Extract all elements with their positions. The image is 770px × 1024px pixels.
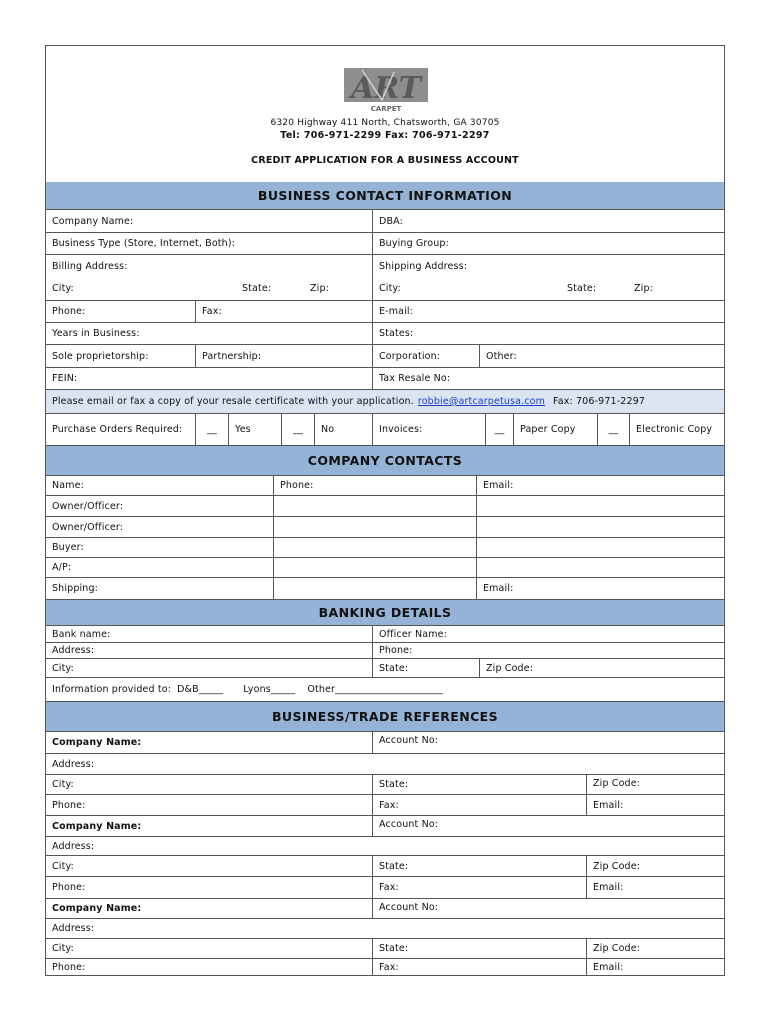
buyer-phone[interactable] [273,538,476,557]
row-years-states [46,323,724,345]
fax-field[interactable]: Fax: [195,301,372,322]
owner-officer-1-field[interactable]: Owner/Officer: [52,500,124,512]
row-owner-1 [46,496,724,517]
ref1-row-company [46,732,724,754]
ref3-state-field[interactable]: State: [372,939,586,958]
ref2-account-no-field[interactable]: Account No: [372,816,724,836]
svg-text:ART: ART [350,71,422,106]
po-no-label: No [314,414,372,445]
states-field[interactable]: States: [372,323,724,344]
company-phone-fax: Tel: 706-971-2299 Fax: 706-971-2297 [280,130,490,141]
ref1-account-no-field[interactable]: Account No: [372,732,724,753]
ref1-state-field[interactable]: State: [372,775,586,794]
corporation-field[interactable]: Corporation: [372,345,479,367]
ref3-zip-field[interactable]: Zip Code: [586,939,724,958]
info-provided [46,678,724,701]
ref1-row-phone [46,795,724,816]
row-bank-name [46,626,724,642]
row-contact-header [46,476,724,496]
ref3-phone-field[interactable]: Phone: [52,961,86,973]
po-required-label: Purchase Orders Required: [52,424,183,435]
row-entity-type [46,345,724,368]
bank-address-field[interactable]: Address: [52,645,95,656]
shipping-state-field[interactable]: State: [567,283,597,294]
owner-officer-2-phone[interactable] [273,517,476,537]
row-bank-address [46,642,724,658]
row-phone-fax-email [46,301,724,323]
row-resale-note [46,390,724,414]
email-field[interactable]: E-mail: [372,301,724,322]
ref2-company-name-field[interactable]: Company Name: [52,820,142,832]
business-type-field[interactable]: Business Type (Store, Internet, Both): [52,238,236,249]
lyons-option[interactable]: Lyons_____ [243,684,296,695]
ref1-phone-field[interactable]: Phone: [52,799,86,811]
row-info-provided [46,678,724,702]
po-no-checkbox[interactable]: __ [281,414,314,445]
ref3-row-address [46,919,724,939]
form-header [46,46,724,183]
shipping-zip-field[interactable]: Zip: [634,283,653,294]
row-fein [46,368,724,390]
other-entity-field[interactable]: Other: [479,345,724,367]
tax-resale-field[interactable]: Tax Resale No: [372,368,724,389]
shipping-address-field[interactable]: Shipping Address: [372,255,724,277]
invoices-label: Invoices: [372,414,485,445]
resale-note [46,390,724,413]
resale-email-link[interactable]: robbie@artcarpetusa.com [417,396,545,407]
bank-name-field[interactable]: Bank name: [52,628,111,640]
ref3-company-name-field[interactable]: Company Name: [52,903,142,914]
credit-application-form [45,45,725,976]
ap-email[interactable] [476,558,724,577]
fein-field[interactable]: FEIN: [52,373,78,384]
contact-name-label: Name: [52,480,84,491]
owner-officer-2-email[interactable] [476,517,724,537]
resale-fax: Fax: 706-971-2297 [552,396,646,407]
ref2-row-city [46,856,724,877]
row-city-state-zip [46,277,724,301]
ap-phone[interactable] [273,558,476,577]
row-addresses [46,255,724,277]
ref2-fax-field[interactable]: Fax: [372,877,586,898]
row-shipping-contact [46,578,724,600]
row-bank-city [46,658,724,678]
ref1-city-field[interactable]: City: [52,779,74,790]
paper-copy-checkbox[interactable]: __ [485,414,513,445]
ref3-email-field[interactable]: Email: [586,959,724,975]
art-carpet-logo [342,64,430,114]
ref2-row-company [46,816,724,837]
ref3-row-phone [46,959,724,975]
ref2-address-field[interactable]: Address: [52,840,95,852]
contact-phone-label: Phone: [273,476,476,495]
billing-address-field[interactable]: Billing Address: [52,260,128,272]
row-buyer [46,538,724,558]
buyer-field[interactable]: Buyer: [52,542,84,553]
ref1-zip-field[interactable]: Zip Code: [586,775,724,794]
ref1-row-address [46,754,724,775]
sole-proprietorship-field[interactable]: Sole proprietorship: [52,350,149,362]
phone-field[interactable]: Phone: [52,306,86,317]
info-provided-label: Information provided to: [52,684,172,695]
section-trade-references: BUSINESS/TRADE REFERENCES [46,702,724,732]
ref1-email-field[interactable]: Email: [586,795,724,815]
po-yes-checkbox[interactable]: __ [195,414,228,445]
row-company-name [46,210,724,233]
ref2-city-field[interactable]: City: [52,860,74,872]
electronic-copy-checkbox[interactable]: __ [597,414,629,445]
ref2-email-field[interactable]: Email: [586,877,724,898]
buying-group-field[interactable]: Buying Group: [372,233,724,254]
other-option[interactable]: Other______________________ [307,684,443,695]
section-company-contacts: COMPANY CONTACTS [46,446,724,476]
ref3-city-field[interactable]: City: [52,943,74,954]
bank-state-field[interactable]: State: [372,659,479,677]
ref3-row-company [46,899,724,919]
electronic-copy-label: Electronic Copy [629,414,724,445]
shipping-contact-phone[interactable] [273,578,476,599]
ref3-fax-field[interactable]: Fax: [372,959,586,975]
dba-field[interactable]: DBA: [372,210,724,232]
ref2-row-phone [46,877,724,899]
owner-officer-1-email[interactable] [476,496,724,516]
shipping-contact-field[interactable]: Shipping: [52,583,98,594]
bank-city-field[interactable]: City: [52,662,74,674]
shipping-contact-email[interactable]: Email: [476,578,724,599]
shipping-city-field[interactable]: City: [372,277,562,300]
ref1-address-field[interactable]: Address: [52,758,95,770]
row-po-invoices [46,414,724,446]
ref2-row-address [46,837,724,856]
company-name-field[interactable]: Company Name: [52,215,134,227]
paper-copy-label: Paper Copy [513,414,597,445]
form-title: CREDIT APPLICATION FOR A BUSINESS ACCOUNT [251,155,519,166]
bank-zip-field[interactable]: Zip Code: [479,659,724,677]
ref2-phone-field[interactable]: Phone: [52,882,86,893]
buyer-email[interactable] [476,538,724,557]
ref3-account-no-field[interactable]: Account No: [372,899,724,918]
row-ap [46,558,724,578]
contact-email-label: Email: [476,476,724,495]
ref2-zip-field[interactable]: Zip Code: [586,856,724,876]
dnb-option[interactable]: D&B_____ [177,684,224,695]
company-address: 6320 Highway 411 North, Chatsworth, GA 30705 [270,118,500,128]
ap-field[interactable]: A/P: [52,562,72,573]
row-owner-2 [46,517,724,538]
section-business-contact: BUSINESS CONTACT INFORMATION [46,182,724,210]
officer-name-field[interactable]: Officer Name: [372,626,724,642]
row-business-type [46,233,724,255]
ref3-address-field[interactable]: Address: [52,923,95,934]
owner-officer-1-phone[interactable] [273,496,476,516]
ref1-fax-field[interactable]: Fax: [372,795,586,815]
billing-city-field[interactable]: City: [52,283,74,294]
ref1-company-name-field[interactable]: Company Name: [52,737,142,748]
billing-zip-field[interactable]: Zip: [310,283,329,294]
po-yes-label: Yes [228,414,281,445]
ref1-row-city [46,775,724,795]
bank-phone-field[interactable]: Phone: [372,643,724,658]
ref3-row-city [46,939,724,959]
section-banking-details: BANKING DETAILS [46,600,724,626]
partnership-field[interactable]: Partnership: [195,345,372,367]
owner-officer-2-field[interactable]: Owner/Officer: [52,521,124,533]
billing-state-field[interactable]: State: [242,283,272,294]
years-in-business-field[interactable]: Years in Business: [52,328,140,339]
resale-note-text: Please email or fax a copy of your resale certificate with your application. [52,396,414,407]
ref2-state-field[interactable]: State: [372,856,586,876]
svg-text:CARPET: CARPET [370,105,402,113]
